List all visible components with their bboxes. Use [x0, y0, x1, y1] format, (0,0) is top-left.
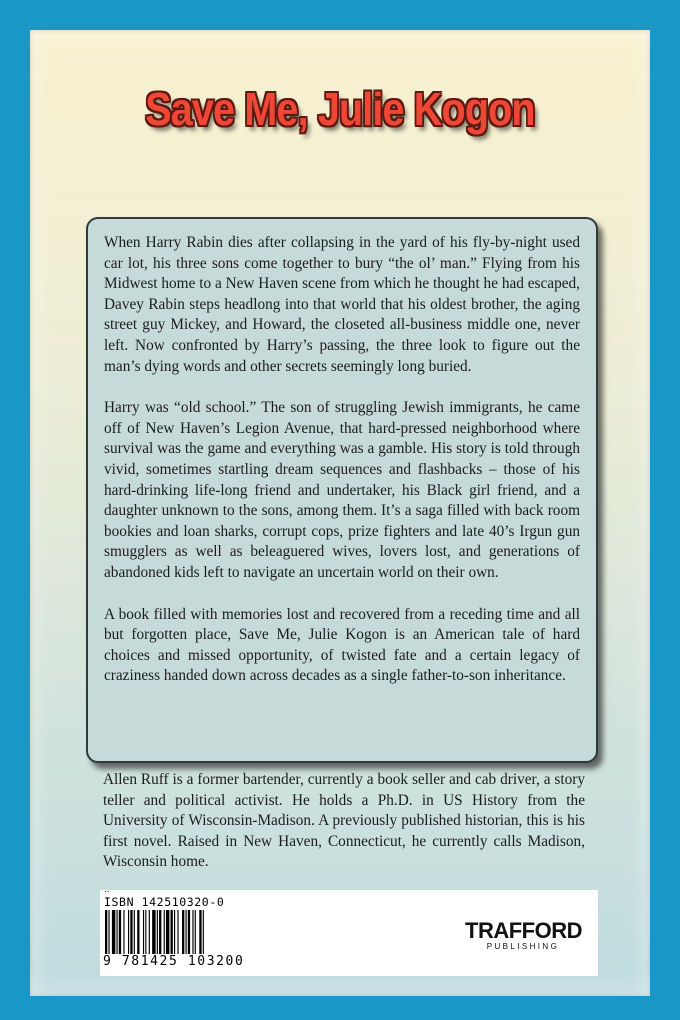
blurb-box — [86, 217, 598, 763]
barcode-bar — [203, 910, 204, 954]
author-bio: Allen Ruff is a former bartender, currently a book seller and cab driver, a story teller and political activist. He holds a Ph.D. in US History from the University of Wisconsin-Madison. A previously published historian, this is his first novel. Raised in New Haven, Connecticut, he currently calls Madison, Wisconsin home. — [103, 771, 585, 871]
barcode-bar — [130, 910, 132, 954]
barcode-bar — [108, 910, 109, 954]
barcode-bar — [195, 910, 196, 954]
barcode-bar — [112, 910, 115, 954]
isbn-label: ISBN 142510320-0 — [104, 895, 225, 909]
barcode-bar — [137, 910, 139, 954]
barcode-bar — [105, 910, 107, 954]
barcode-bar — [145, 910, 146, 954]
barcode-bar — [171, 910, 173, 954]
blurb-paragraph-2: Harry was “old school.” The son of struggling Jewish immigrants, he came off of New Haven’s Legion Avenue, that hard-pressed neighborhood where survival was the game and everything was a gamble. His story is told through vivid, sometimes startling dream sequences and flashbacks – those of his hard-drinking life-long friend and undertaker, his Black girl friend, and a daughter unknown to the sons, among them. It’s a saga filled with back room bookies and loan sharks, corrupt cops, prize fighters and late 40’s Irgun gun smugglers as well as beleaguered wives, lovers lost, and generations of abandoned kids left to navigate an uncertain world on their own. — [104, 399, 580, 581]
barcode-bar — [199, 910, 201, 954]
barcode-bar — [174, 910, 175, 954]
blurb-paragraph-1: When Harry Rabin dies after collapsing in the yard of his fly-by-night used car lot, his three sons come together to bury “the ol’ man.” Flying from his Midwest home to a New Haven scene from which he thought he had escaped, Davey Rabin steps headlong into that world that his oldest brother, the aging street guy Mickey, and Howard, the closeted all-business middle one, never left. Now confronted by Harry’s passing, the three look to figure out the man’s dying words and other secrets seemingly long buried. — [104, 234, 580, 375]
barcode-dots: .. — [104, 884, 110, 895]
barcode-bar — [117, 910, 118, 954]
barcode-bar — [149, 910, 150, 954]
publisher-name: TRAFFORD — [465, 918, 582, 943]
publisher-subtitle: PUBLISHING — [486, 942, 560, 951]
barcode-bar — [128, 910, 129, 954]
blurb-paragraph-3: A book filled with memories lost and recovered from a receding time and all but forgotten place, Save Me, Julie Kogon is an American tale of hard choices and missed opportunity, of twisted fate and a certain legacy of craziness handed down across decades as a single father-to-son inheritance. — [104, 605, 580, 685]
publisher-logo — [465, 920, 581, 951]
barcode-bar — [152, 910, 155, 954]
barcode-bar — [143, 910, 144, 954]
barcode-area — [100, 884, 598, 976]
barcode-bar — [166, 910, 169, 954]
barcode-digits: 9 781425 103200 — [103, 954, 245, 969]
barcode-bar — [182, 910, 184, 954]
barcode-bar — [164, 910, 165, 954]
barcode-bar — [192, 910, 193, 954]
book-title: Save Me, Julie Kogon — [145, 83, 535, 135]
barcode-bar — [186, 910, 187, 954]
barcode-icon — [103, 910, 243, 954]
barcode-bar — [188, 910, 190, 954]
barcode-bar — [134, 910, 135, 954]
barcode-bar — [159, 910, 161, 954]
barcode-bar — [157, 910, 158, 954]
barcode-bar — [177, 910, 178, 954]
barcode-bar — [119, 910, 121, 954]
barcode-bar — [123, 910, 124, 954]
